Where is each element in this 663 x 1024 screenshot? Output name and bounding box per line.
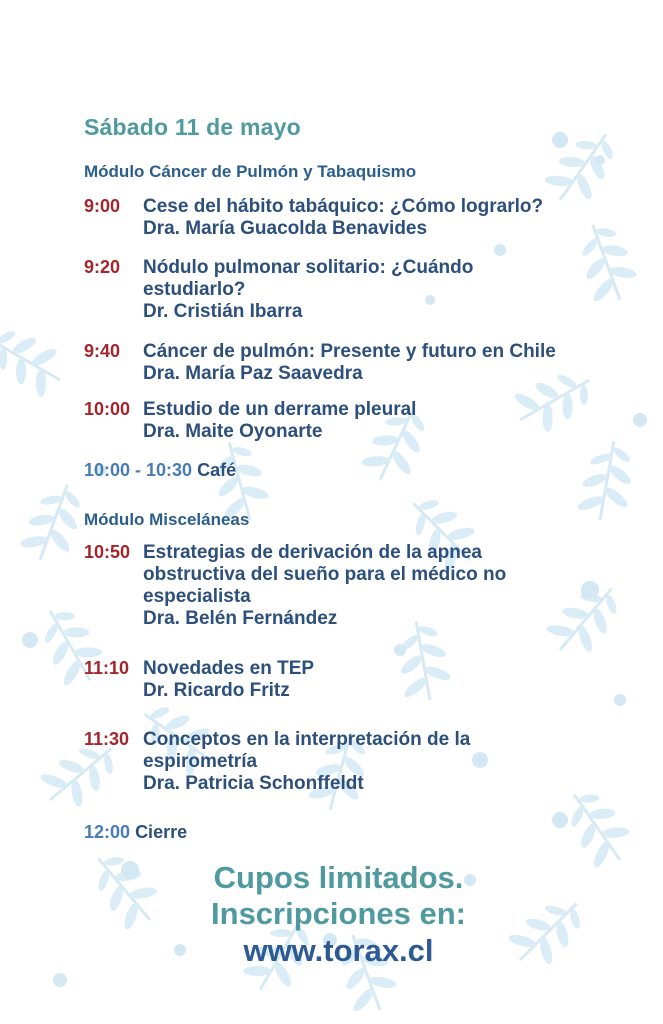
item-time: 11:10 — [84, 658, 130, 678]
registration-url[interactable]: www.torax.cl — [243, 933, 434, 968]
closing — [84, 822, 187, 843]
item-topic: Cese del hábito tabáquico: ¿Cómo lograrlo? — [143, 196, 544, 217]
item-speaker: Dr. Ricardo Fritz — [143, 680, 290, 701]
item-topic: Estrategias de derivación de la apnea obstructiva del sueño para el médico no especialista — [143, 542, 507, 607]
item-time: 10:50 — [84, 542, 131, 562]
item-time: 9:40 — [84, 341, 121, 361]
item-time: 10:00 — [84, 399, 131, 419]
item-speaker: Dra. Maite Oyonarte — [143, 421, 323, 442]
module-title-cancer: Módulo Cáncer de Pulmón y Tabaquismo — [84, 162, 417, 181]
item-topic: Novedades en TEP — [143, 658, 315, 679]
item-topic: Nódulo pulmonar solitario: ¿Cuándo estudiarlo? — [143, 257, 474, 300]
closing-time: 12:00 — [84, 822, 131, 842]
item-topic: Cáncer de pulmón: Presente y futuro en Chile — [143, 341, 556, 362]
item-topic: Estudio de un derrame pleural — [143, 399, 417, 420]
registration-footer — [0, 860, 663, 970]
registration-text: Inscripciones en: — [211, 896, 466, 931]
coffee-break — [84, 460, 236, 481]
limited-spots-text: Cupos limitados. — [213, 860, 464, 895]
day-title: Sábado 11 de mayo — [84, 114, 301, 140]
coffee-break-time: 10:00 - 10:30 — [84, 460, 193, 480]
item-speaker: Dr. Cristián Ibarra — [143, 301, 303, 322]
coffee-break-label: Café — [197, 460, 237, 480]
item-time: 9:20 — [84, 257, 121, 277]
item-topic: Conceptos en la interpretación de la espirometría — [143, 729, 471, 772]
item-speaker: Dra. María Guacolda Benavides — [143, 218, 428, 239]
closing-label: Cierre — [135, 822, 188, 842]
item-time: 9:00 — [84, 196, 121, 216]
item-speaker: Dra. María Paz Saavedra — [143, 363, 363, 384]
item-time: 11:30 — [84, 729, 130, 749]
item-speaker: Dra. Belén Fernández — [143, 608, 338, 629]
item-speaker: Dra. Patricia Schonffeldt — [143, 773, 364, 794]
module-title-miscelaneas: Módulo Misceláneas — [84, 510, 250, 529]
